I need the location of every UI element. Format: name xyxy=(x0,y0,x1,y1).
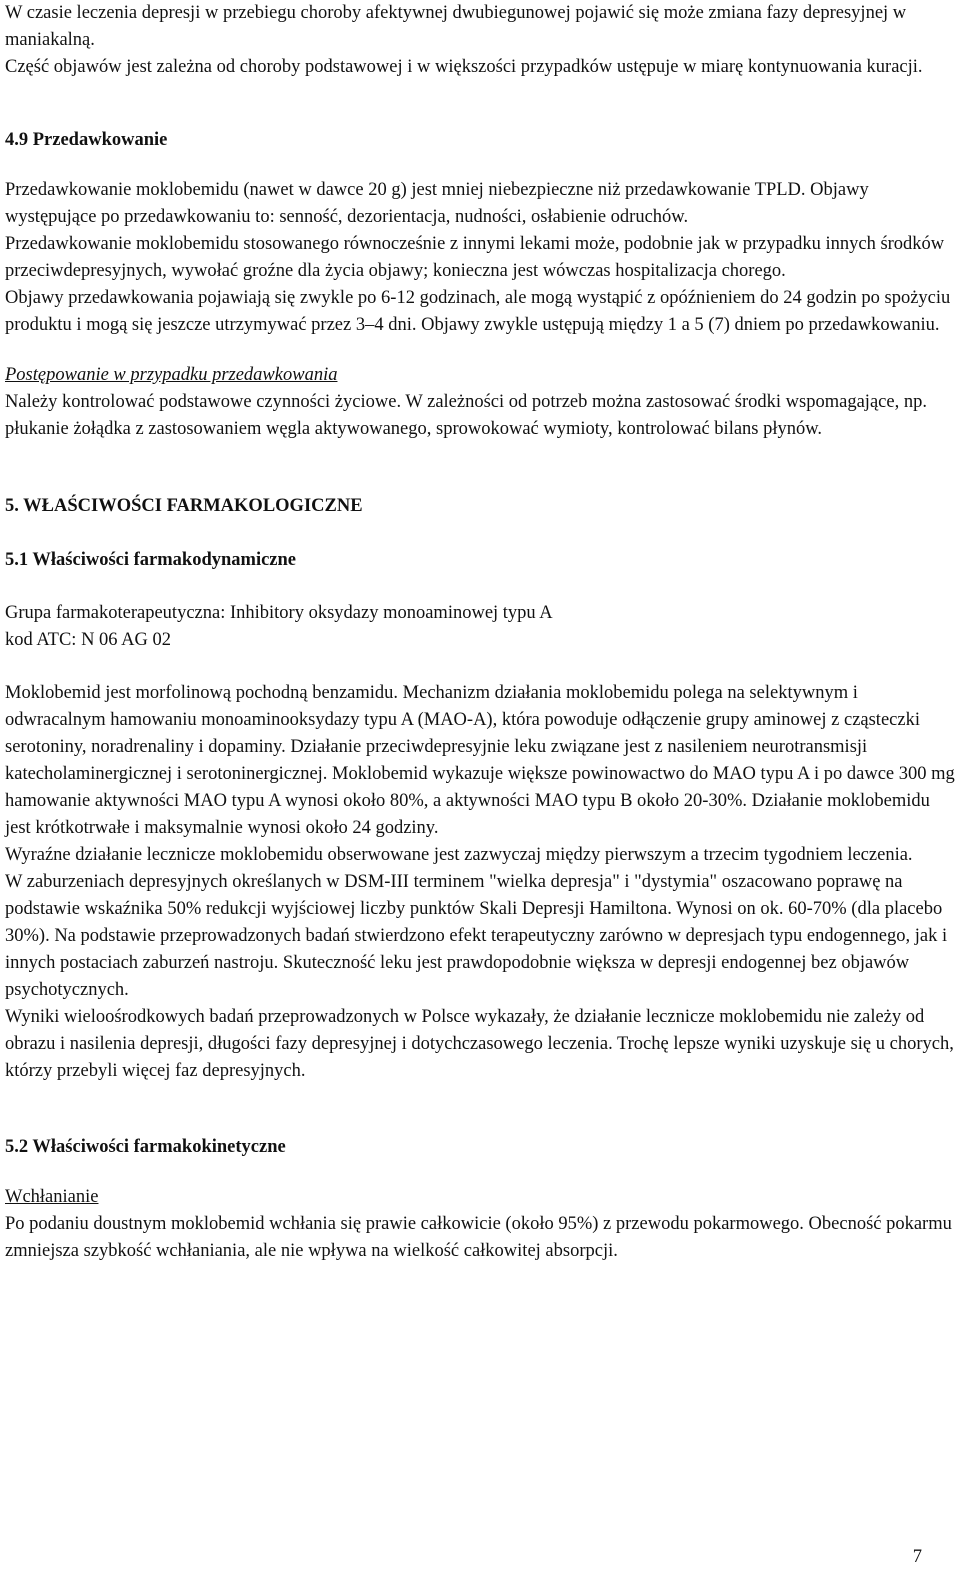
intro-paragraph-2: Część objawów jest zależna od choroby podstawowej i w większości przypadków ustępuje w miarę kontynuowania kuracji. xyxy=(5,57,923,77)
pharmacodynamics-paragraph-2: Wyraźne działanie lecznicze moklobemidu obserwowane jest zazwyczaj między pierwszym a trzecim tygodniem leczenia. xyxy=(5,845,913,865)
section-5-2-heading: 5.2 Właściwości farmakokinetyczne xyxy=(5,1137,286,1157)
overdose-paragraph-2: Przedawkowanie moklobemidu stosowanego równocześnie z innymi lekami może, podobnie jak w przypadku innych środków przeciwdepresyjnych, wywołać groźne dla życia objawy; konieczna jest wówczas hospitalizacja chorego. xyxy=(5,234,945,281)
pharmacodynamics-paragraph-3: W zaburzeniach depresyjnych określanych w DSM-III terminem "wielka depresja" i "dystymia" oszacowano poprawę na podstawie wskaźnika 50% redukcji wyjściowej liczby punktów Skali Depresji Hamiltona. Wynosi on ok. 60-70% (dla placebo 30%). Na podstawie przeprowadzonych badań stwierdzono efekt terapeutyczny zarówno w depresjach typu endogennego, jak i innych postaciach zaburzeń nastroju. Skuteczność leku jest prawdopodobnie większa w depresji endogennej bez objawów psychotycznych. xyxy=(5,872,948,1000)
overdose-paragraph-1: Przedawkowanie moklobemidu (nawet w dawce 20 g) jest mniej niebezpieczne niż przedawkowanie TPLD. Objawy występujące po przedawkowaniu to: senność, dezorientacja, nudności, osłabienie odruchów. xyxy=(5,180,869,227)
pharmacotherapeutic-group: Grupa farmakoterapeutyczna: Inhibitory oksydazy monoaminowej typu A xyxy=(5,603,553,623)
page-number: 7 xyxy=(912,1547,922,1567)
atc-code: kod ATC: N 06 AG 02 xyxy=(5,630,172,650)
overdose-management-text: Należy kontrolować podstawowe czynności życiowe. W zależności od potrzeb można zastosować środki wspomagające, np. płukanie żołądka z zastosowaniem węgla aktywowanego, sprowokować wymioty, kontrolować bilans płynów. xyxy=(5,392,927,439)
section-4-9-heading: 4.9 Przedawkowanie xyxy=(5,130,168,150)
pharmacodynamics-paragraph-4: Wyniki wieloośrodkowych badań przeprowadzonych w Polsce wykazały, że działanie lecznicze moklobemidu nie zależy od obrazu i nasilenia depresji, długości fazy depresyjnej i dotychczasowego leczenia. Trochę lepsze wyniki uzyskuje się u chorych, którzy przebyli więcej faz depresyjnych. xyxy=(5,1007,954,1081)
pharmacodynamics-paragraph-1: Moklobemid jest morfolinową pochodną benzamidu. Mechanizm działania moklobemidu polega na selektywnym i odwracalnym hamowaniu monoaminooksydazy typu A (MAO-A), która powoduje odłączenie grupy aminowej z cząsteczki serotoniny, noradrenaliny i dopaminy. Działanie przeciwdepresyjnie leku związane jest z nasileniem neurotransmisji katecholaminergicznej i serotoninergicznej. Moklobemid wykazuje większe powinowactwo do MAO typu A i po dawce 300 mg hamowanie aktywności MAO typu A wynosi około 80%, a aktywności MAO typu B około 20-30%. Działanie moklobemidu jest krótkotrwałe i maksymalnie wynosi około 24 godziny. xyxy=(5,683,955,838)
overdose-management-heading: Postępowanie w przypadku przedawkowania xyxy=(5,365,338,385)
document-body xyxy=(5,0,955,1265)
absorption-text: Po podaniu doustnym moklobemid wchłania się prawie całkowicie (około 95%) z przewodu pokarmowego. Obecność pokarmu zmniejsza szybkość wchłaniania, ale nie wpływa na wielkość całkowitej absorpcji. xyxy=(5,1214,952,1261)
absorption-heading: Wchłanianie xyxy=(5,1187,99,1207)
intro-paragraph-1: W czasie leczenia depresji w przebiegu choroby afektywnej dwubiegunowej pojawić się może zmiana fazy depresyjnej w maniakalną. xyxy=(5,3,907,50)
section-5-heading: 5. WŁAŚCIWOŚCI FARMAKOLOGICZNE xyxy=(5,496,363,516)
overdose-paragraph-3: Objawy przedawkowania pojawiają się zwykle po 6-12 godzinach, ale mogą wystąpić z opóźnieniem do 24 godzin po spożyciu produktu i mogą się jeszcze utrzymywać przez 3–4 dni. Objawy zwykle ustępują między 1 a 5 (7) dniem po przedawkowaniu. xyxy=(5,288,951,335)
section-5-1-heading: 5.1 Właściwości farmakodynamiczne xyxy=(5,550,297,570)
